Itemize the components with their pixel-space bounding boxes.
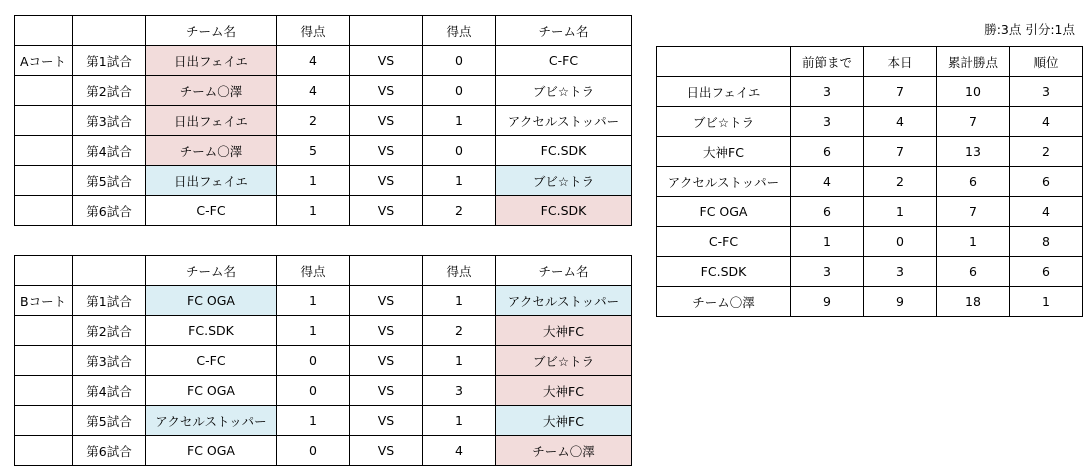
away-score: 2 [423, 196, 496, 226]
home-score-header: 得点 [277, 16, 350, 46]
total-points: 18 [937, 287, 1010, 317]
home-score: 1 [277, 406, 350, 436]
match-number: 第5試合 [73, 166, 146, 196]
rank-header: 順位 [1010, 47, 1083, 77]
away-score: 3 [423, 376, 496, 406]
away-team: ブビ☆トラ [496, 76, 632, 106]
home-score: 1 [277, 196, 350, 226]
points-rule-note: 勝:3点 引分:1点 [984, 22, 1075, 37]
away-score: 1 [423, 286, 496, 316]
rank: 6 [1010, 257, 1083, 287]
standings-team: FC.SDK [657, 257, 791, 287]
home-score: 4 [277, 46, 350, 76]
vs-label: VS [350, 76, 423, 106]
today-points: 4 [864, 107, 937, 137]
court-b-match-table [14, 255, 632, 466]
standings-row [657, 197, 1083, 227]
match-row [15, 286, 632, 316]
match-number-header-blank [73, 256, 146, 286]
rank: 3 [1010, 77, 1083, 107]
home-team: チーム〇澤 [146, 136, 277, 166]
match-row [15, 436, 632, 466]
match-row [15, 196, 632, 226]
away-score: 1 [423, 166, 496, 196]
standings-row [657, 77, 1083, 107]
home-team: 日出フェイエ [146, 106, 277, 136]
away-team: 大神FC [496, 376, 632, 406]
away-team: FC.SDK [496, 136, 632, 166]
away-score: 0 [423, 46, 496, 76]
away-score-header: 得点 [423, 16, 496, 46]
total-points: 6 [937, 167, 1010, 197]
away-team: FC.SDK [496, 196, 632, 226]
standings-team: アクセルストッパー [657, 167, 791, 197]
court-a-match-table [14, 15, 632, 226]
standings-table [656, 46, 1083, 317]
vs-label: VS [350, 376, 423, 406]
match-number: 第6試合 [73, 436, 146, 466]
away-team-header: チーム名 [496, 16, 632, 46]
previous-points: 9 [791, 287, 864, 317]
today-points: 7 [864, 137, 937, 167]
home-team: 日出フェイエ [146, 46, 277, 76]
home-team: FC OGA [146, 376, 277, 406]
match-row [15, 376, 632, 406]
away-team-header: チーム名 [496, 256, 632, 286]
match-number: 第4試合 [73, 376, 146, 406]
home-team: C-FC [146, 196, 277, 226]
court-label-blank [15, 166, 73, 196]
standings-team: ブビ☆トラ [657, 107, 791, 137]
match-number: 第6試合 [73, 196, 146, 226]
court-label-blank [15, 376, 73, 406]
home-score: 5 [277, 136, 350, 166]
standings-team: 日出フェイエ [657, 77, 791, 107]
standings-team: チーム〇澤 [657, 287, 791, 317]
home-team: FC.SDK [146, 316, 277, 346]
header-row [15, 16, 632, 46]
home-score: 2 [277, 106, 350, 136]
vs-label: VS [350, 316, 423, 346]
standings-team: C-FC [657, 227, 791, 257]
today-points: 1 [864, 197, 937, 227]
away-score: 1 [423, 106, 496, 136]
standings-row [657, 107, 1083, 137]
home-team: 日出フェイエ [146, 166, 277, 196]
rank: 4 [1010, 107, 1083, 137]
court-label-blank [15, 106, 73, 136]
vs-label: VS [350, 286, 423, 316]
home-team: アクセルストッパー [146, 406, 277, 436]
previous-points-header: 前節まで [791, 47, 864, 77]
rank: 6 [1010, 167, 1083, 197]
total-points: 13 [937, 137, 1010, 167]
previous-points: 4 [791, 167, 864, 197]
match-number: 第5試合 [73, 406, 146, 436]
previous-points: 1 [791, 227, 864, 257]
away-team: チーム〇澤 [496, 436, 632, 466]
header-row [15, 256, 632, 286]
rank: 1 [1010, 287, 1083, 317]
away-score: 0 [423, 136, 496, 166]
away-team: 大神FC [496, 316, 632, 346]
vs-header-blank [350, 256, 423, 286]
match-number: 第3試合 [73, 106, 146, 136]
standings-row [657, 227, 1083, 257]
standings-header-row [657, 47, 1083, 77]
vs-label: VS [350, 106, 423, 136]
home-team-header: チーム名 [146, 16, 277, 46]
match-row [15, 136, 632, 166]
standings-row [657, 167, 1083, 197]
match-number: 第4試合 [73, 136, 146, 166]
home-score: 0 [277, 346, 350, 376]
total-points: 7 [937, 107, 1010, 137]
court-label-blank [15, 76, 73, 106]
home-score-header: 得点 [277, 256, 350, 286]
match-number: 第1試合 [73, 46, 146, 76]
match-row [15, 406, 632, 436]
home-score: 1 [277, 316, 350, 346]
away-team: 大神FC [496, 406, 632, 436]
vs-label: VS [350, 196, 423, 226]
home-score: 4 [277, 76, 350, 106]
away-team: アクセルストッパー [496, 106, 632, 136]
today-points-header: 本日 [864, 47, 937, 77]
vs-label: VS [350, 346, 423, 376]
vs-label: VS [350, 136, 423, 166]
match-number: 第2試合 [73, 316, 146, 346]
away-score: 4 [423, 436, 496, 466]
today-points: 9 [864, 287, 937, 317]
previous-points: 6 [791, 137, 864, 167]
court-label: Bコート [15, 286, 73, 316]
court-header-blank [15, 256, 73, 286]
standings-row [657, 287, 1083, 317]
match-row [15, 346, 632, 376]
standings-team: FC OGA [657, 197, 791, 227]
court-label-blank [15, 316, 73, 346]
home-team: C-FC [146, 346, 277, 376]
home-score: 1 [277, 286, 350, 316]
total-points: 1 [937, 227, 1010, 257]
court-label-blank [15, 406, 73, 436]
vs-header-blank [350, 16, 423, 46]
today-points: 3 [864, 257, 937, 287]
court-label-blank [15, 436, 73, 466]
vs-label: VS [350, 166, 423, 196]
match-row [15, 46, 632, 76]
rank: 4 [1010, 197, 1083, 227]
away-score-header: 得点 [423, 256, 496, 286]
match-number: 第3試合 [73, 346, 146, 376]
match-number: 第2試合 [73, 76, 146, 106]
vs-label: VS [350, 406, 423, 436]
court-label: Aコート [15, 46, 73, 76]
away-score: 1 [423, 346, 496, 376]
vs-label: VS [350, 46, 423, 76]
match-row [15, 166, 632, 196]
away-team: ブビ☆トラ [496, 166, 632, 196]
away-score: 0 [423, 76, 496, 106]
home-team: FC OGA [146, 286, 277, 316]
today-points: 7 [864, 77, 937, 107]
standings-row [657, 137, 1083, 167]
home-score: 1 [277, 166, 350, 196]
vs-label: VS [350, 436, 423, 466]
previous-points: 3 [791, 77, 864, 107]
previous-points: 3 [791, 257, 864, 287]
away-team: C-FC [496, 46, 632, 76]
court-label-blank [15, 196, 73, 226]
total-points: 7 [937, 197, 1010, 227]
rank: 8 [1010, 227, 1083, 257]
match-number: 第1試合 [73, 286, 146, 316]
away-team: アクセルストッパー [496, 286, 632, 316]
away-score: 1 [423, 406, 496, 436]
court-header-blank [15, 16, 73, 46]
team-header-blank [657, 47, 791, 77]
court-label-blank [15, 346, 73, 376]
total-points: 6 [937, 257, 1010, 287]
match-row [15, 106, 632, 136]
away-team: ブビ☆トラ [496, 346, 632, 376]
today-points: 0 [864, 227, 937, 257]
total-points-header: 累計勝点 [937, 47, 1010, 77]
away-score: 2 [423, 316, 496, 346]
match-row [15, 316, 632, 346]
home-team: FC OGA [146, 436, 277, 466]
home-score: 0 [277, 376, 350, 406]
home-team-header: チーム名 [146, 256, 277, 286]
standings-row [657, 257, 1083, 287]
match-row [15, 76, 632, 106]
match-number-header-blank [73, 16, 146, 46]
home-team: チーム〇澤 [146, 76, 277, 106]
rank: 2 [1010, 137, 1083, 167]
home-score: 0 [277, 436, 350, 466]
court-label-blank [15, 136, 73, 166]
today-points: 2 [864, 167, 937, 197]
previous-points: 3 [791, 107, 864, 137]
previous-points: 6 [791, 197, 864, 227]
standings-team: 大神FC [657, 137, 791, 167]
total-points: 10 [937, 77, 1010, 107]
